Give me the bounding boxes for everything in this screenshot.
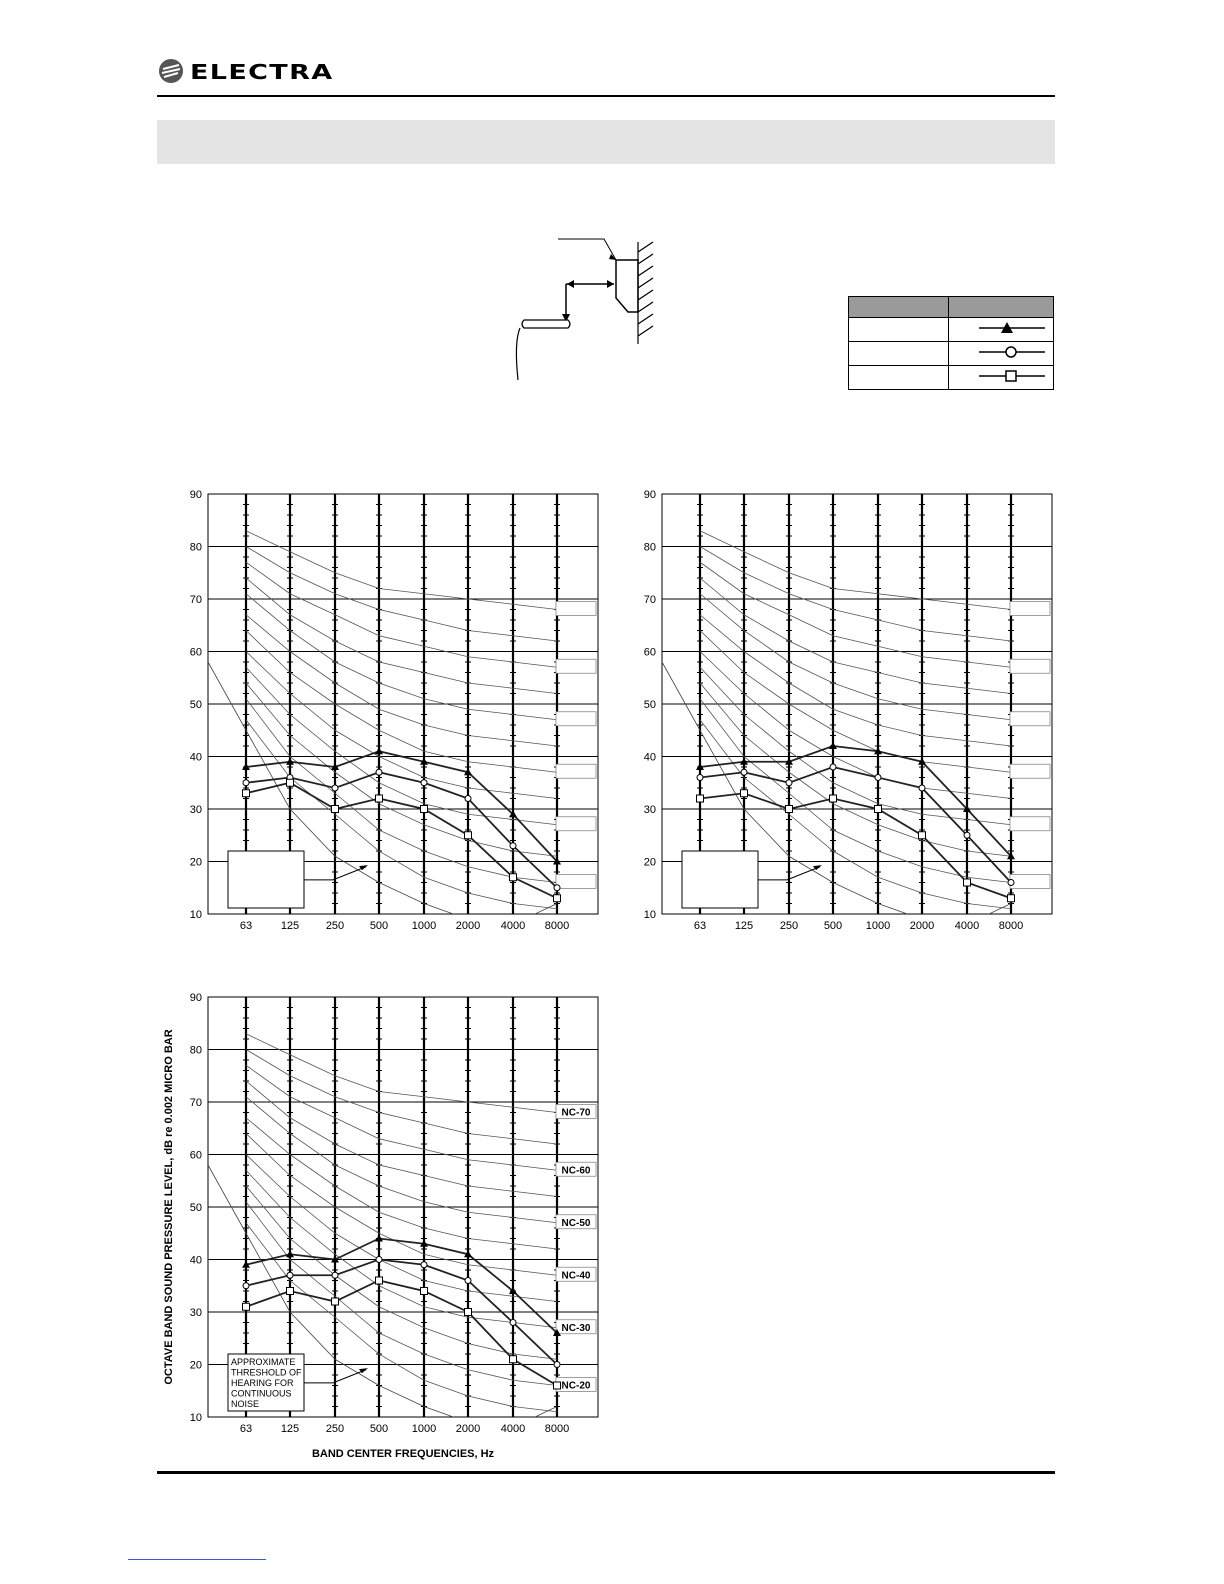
threshold-annotation-box bbox=[682, 851, 758, 908]
legend-header-row bbox=[849, 297, 1054, 318]
nc-label-box bbox=[556, 817, 596, 831]
nc-label bbox=[1010, 875, 1050, 889]
nc-label-box bbox=[556, 712, 596, 726]
square-point bbox=[421, 1288, 428, 1295]
measurement-position-diagram bbox=[510, 232, 670, 382]
distance-arrows bbox=[566, 284, 614, 322]
circle-point bbox=[376, 1257, 382, 1263]
triangle-marker-icon bbox=[949, 318, 1054, 342]
legend-label bbox=[849, 318, 949, 342]
x-tick-label: 125 bbox=[734, 920, 754, 932]
circle-point bbox=[243, 1283, 249, 1289]
footer-link-underline bbox=[128, 1559, 266, 1560]
legend-row-high bbox=[849, 318, 1054, 342]
y-tick-label: 20 bbox=[643, 856, 656, 869]
legend-label bbox=[849, 366, 949, 390]
square-point bbox=[287, 779, 294, 786]
nc-label-box bbox=[1010, 602, 1050, 616]
y-tick-label: 10 bbox=[643, 909, 656, 921]
y-tick-label: 80 bbox=[643, 541, 656, 554]
nc-label-box bbox=[1010, 764, 1050, 778]
square-point bbox=[1008, 895, 1015, 902]
threshold-annotation-line: CONTINUOUS bbox=[231, 1388, 292, 1399]
x-tick-label: 1000 bbox=[411, 1423, 437, 1435]
x-tick-label: 500 bbox=[369, 920, 389, 932]
leader-arrow bbox=[558, 239, 616, 260]
circle-point bbox=[786, 780, 792, 786]
nc-label bbox=[1010, 817, 1050, 831]
square-point bbox=[919, 832, 926, 839]
nc-label bbox=[556, 764, 596, 778]
y-tick-label: 40 bbox=[189, 751, 202, 764]
x-tick-label: 8000 bbox=[544, 920, 570, 932]
square-point bbox=[465, 1309, 472, 1316]
y-tick-label: 50 bbox=[189, 1202, 202, 1214]
circle-point bbox=[243, 780, 249, 786]
y-tick-label: 20 bbox=[189, 1359, 202, 1372]
square-point bbox=[554, 895, 561, 902]
square-point bbox=[554, 1382, 561, 1389]
nc-label bbox=[1010, 712, 1050, 726]
nc-label-box bbox=[556, 659, 596, 673]
y-tick-label: 60 bbox=[643, 646, 656, 659]
circle-point bbox=[554, 885, 560, 891]
circle-point bbox=[741, 769, 747, 775]
plot-area bbox=[644, 489, 1052, 932]
nc-label-text: NC-20 bbox=[561, 1380, 591, 1392]
y-tick-label: 90 bbox=[189, 992, 202, 1004]
brand-name: ELECTRA bbox=[190, 60, 334, 84]
x-tick-label: 500 bbox=[369, 1423, 389, 1435]
x-tick-label: 250 bbox=[325, 920, 345, 932]
threshold-annotation-line: THRESHOLD OF bbox=[231, 1367, 302, 1378]
electra-logo-icon bbox=[158, 58, 184, 84]
y-tick-label: 70 bbox=[643, 594, 656, 606]
x-tick-label: 4000 bbox=[954, 920, 980, 932]
circle-marker-icon bbox=[949, 342, 1054, 366]
nc-label bbox=[1010, 659, 1050, 673]
y-tick-label: 70 bbox=[189, 594, 202, 606]
x-tick-label: 2000 bbox=[909, 920, 935, 932]
nc-label bbox=[556, 875, 596, 889]
square-point bbox=[510, 1356, 517, 1363]
y-tick-label: 90 bbox=[643, 489, 656, 501]
square-point bbox=[875, 806, 882, 813]
x-tick-label: 250 bbox=[325, 1423, 345, 1435]
microphone-icon bbox=[516, 320, 570, 380]
nc-chart-3 bbox=[160, 987, 610, 1462]
nc-chart-2 bbox=[614, 484, 1064, 954]
y-tick-label: 10 bbox=[189, 1412, 202, 1424]
x-tick-label: 125 bbox=[280, 1423, 300, 1435]
square-point bbox=[830, 795, 837, 802]
nc-label-box bbox=[1010, 817, 1050, 831]
y-tick-label: 20 bbox=[189, 856, 202, 869]
circle-point bbox=[830, 764, 836, 770]
nc-label bbox=[556, 1105, 596, 1119]
y-tick-label: 60 bbox=[189, 646, 202, 659]
y-tick-label: 80 bbox=[189, 541, 202, 554]
x-tick-label: 1000 bbox=[865, 920, 891, 932]
square-point bbox=[332, 806, 339, 813]
nc-label bbox=[556, 1378, 596, 1392]
x-tick-label: 8000 bbox=[998, 920, 1024, 932]
nc-label-text: NC-50 bbox=[561, 1217, 591, 1229]
x-tick-label: 4000 bbox=[500, 920, 526, 932]
x-tick-label: 63 bbox=[239, 920, 253, 932]
legend-header-right bbox=[949, 297, 1054, 318]
y-tick-label: 80 bbox=[189, 1044, 202, 1057]
nc-label-text: NC-60 bbox=[561, 1165, 591, 1177]
nc-label bbox=[1010, 602, 1050, 616]
y-tick-label: 70 bbox=[189, 1097, 202, 1109]
circle-point bbox=[510, 1320, 516, 1326]
x-tick-label: 63 bbox=[239, 1423, 253, 1435]
legend-header-left bbox=[849, 297, 949, 318]
nc-label-text: NC-30 bbox=[561, 1322, 591, 1334]
nc-label-box bbox=[556, 602, 596, 616]
circle-point bbox=[332, 785, 338, 791]
circle-point bbox=[421, 1262, 427, 1268]
threshold-annotation-line: NOISE bbox=[231, 1399, 260, 1409]
circle-point bbox=[376, 769, 382, 775]
circle-point bbox=[1008, 880, 1014, 886]
square-point bbox=[376, 795, 383, 802]
nc-label-box bbox=[1010, 712, 1050, 726]
circle-point bbox=[421, 780, 427, 786]
nc-label bbox=[556, 1215, 596, 1229]
threshold-annotation-box bbox=[228, 851, 304, 908]
square-point bbox=[697, 795, 704, 802]
y-tick-label: 30 bbox=[643, 804, 656, 816]
indoor-unit-outline bbox=[616, 260, 638, 312]
square-marker-icon bbox=[949, 366, 1054, 390]
square-point bbox=[243, 1303, 250, 1310]
nc-label bbox=[556, 659, 596, 673]
plot-area bbox=[190, 992, 598, 1435]
square-point bbox=[243, 790, 250, 797]
nc-label bbox=[556, 1162, 596, 1176]
x-tick-label: 63 bbox=[693, 920, 707, 932]
section-title-band bbox=[157, 120, 1055, 164]
circle-point bbox=[697, 775, 703, 781]
circle-point bbox=[510, 843, 516, 849]
threshold-annotation-line: HEARING FOR bbox=[231, 1378, 294, 1388]
circle-point bbox=[332, 1272, 338, 1278]
x-tick-label: 125 bbox=[280, 920, 300, 932]
series-legend bbox=[848, 296, 1054, 390]
x-tick-label: 2000 bbox=[455, 1423, 481, 1435]
x-tick-label: 2000 bbox=[455, 920, 481, 932]
threshold-annotation-line: APPROXIMATE bbox=[231, 1357, 296, 1367]
y-tick-label: 60 bbox=[189, 1149, 202, 1162]
footer-divider bbox=[157, 1471, 1055, 1474]
nc-label bbox=[556, 1267, 596, 1281]
nc-label-text: NC-40 bbox=[561, 1270, 591, 1282]
y-tick-label: 30 bbox=[189, 1307, 202, 1319]
nc-label bbox=[1010, 764, 1050, 778]
nc-chart-1 bbox=[160, 484, 610, 954]
square-point bbox=[287, 1288, 294, 1295]
square-point bbox=[786, 806, 793, 813]
nc-label-box bbox=[1010, 659, 1050, 673]
square-point bbox=[510, 874, 517, 881]
y-tick-label: 40 bbox=[643, 751, 656, 764]
x-tick-label: 1000 bbox=[411, 920, 437, 932]
legend-row-medium bbox=[849, 342, 1054, 366]
circle-point bbox=[919, 785, 925, 791]
square-point bbox=[421, 806, 428, 813]
wall-hatching bbox=[638, 242, 653, 344]
x-tick-label: 8000 bbox=[544, 1423, 570, 1435]
y-tick-label: 50 bbox=[643, 699, 656, 711]
square-point bbox=[376, 1277, 383, 1284]
square-point bbox=[741, 790, 748, 797]
y-tick-label: 10 bbox=[189, 909, 202, 921]
circle-point bbox=[964, 832, 970, 838]
nc-label bbox=[556, 602, 596, 616]
square-point bbox=[964, 879, 971, 886]
x-tick-label: 500 bbox=[823, 920, 843, 932]
circle-point bbox=[465, 1278, 471, 1284]
circle-point bbox=[287, 1272, 293, 1278]
nc-label-text: NC-70 bbox=[561, 1107, 591, 1119]
y-tick-label: 30 bbox=[189, 804, 202, 816]
circle-point bbox=[465, 796, 471, 802]
nc-label-box bbox=[556, 875, 596, 889]
legend-label bbox=[849, 342, 949, 366]
x-tick-label: 4000 bbox=[500, 1423, 526, 1435]
x-axis-title: BAND CENTER FREQUENCIES, Hz bbox=[311, 1448, 495, 1460]
x-tick-label: 250 bbox=[779, 920, 799, 932]
nc-label bbox=[556, 1320, 596, 1334]
y-tick-label: 40 bbox=[189, 1254, 202, 1267]
nc-label-box bbox=[1010, 875, 1050, 889]
header-divider bbox=[157, 95, 1055, 97]
legend-row-low bbox=[849, 366, 1054, 390]
nc-label-box bbox=[556, 764, 596, 778]
plot-area bbox=[190, 489, 598, 932]
circle-point bbox=[554, 1362, 560, 1368]
y-tick-label: 90 bbox=[189, 489, 202, 501]
nc-label bbox=[556, 712, 596, 726]
y-axis-title: OCTAVE BAND SOUND PRESSURE LEVEL, dB re 0.002 MICRO BAR bbox=[163, 1029, 175, 1385]
y-tick-label: 50 bbox=[189, 699, 202, 711]
square-point bbox=[332, 1298, 339, 1305]
circle-point bbox=[875, 775, 881, 781]
nc-label bbox=[556, 817, 596, 831]
square-point bbox=[465, 832, 472, 839]
